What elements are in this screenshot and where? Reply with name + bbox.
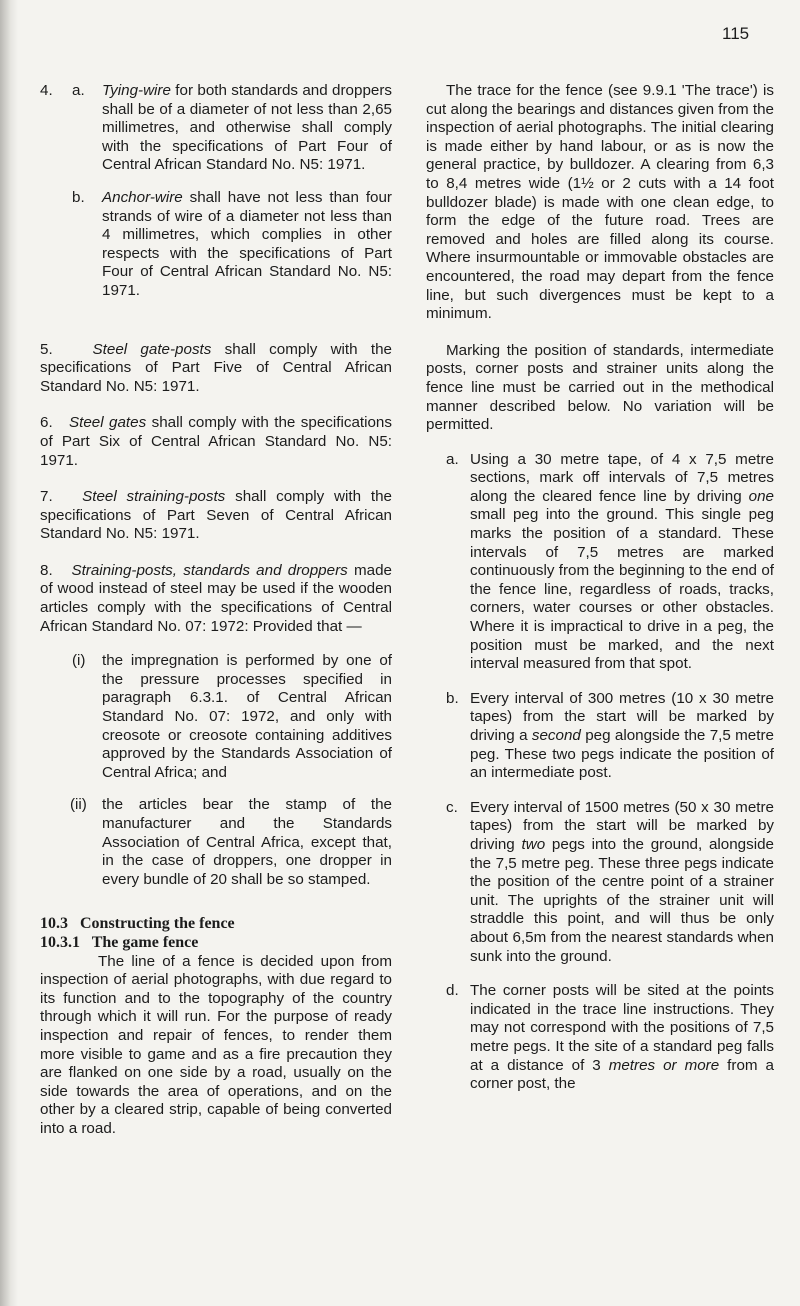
step-d-text-2: from a corner post, the — [470, 1056, 774, 1093]
step-a-label: a. — [446, 450, 459, 468]
sub-i-label: (i) — [72, 652, 86, 670]
left-column — [40, 82, 392, 1139]
item-4a-term: Tying-wire — [102, 82, 171, 99]
step-b-emphasis: second — [531, 727, 581, 744]
marking-step-b — [426, 690, 774, 783]
item-4a-letter: a. — [72, 82, 85, 99]
page-number: 115 — [722, 24, 750, 43]
sub-ii-text: the articles bear the stamp of the manufacturer and the Standards Association of Central Africa, except that, in the case of droppers, one dropper in every bundle of 20 shall be so stamped. — [102, 796, 392, 888]
item-6-number: 6. — [40, 414, 53, 432]
step-d-label: d. — [446, 982, 459, 1000]
item-6 — [40, 414, 392, 470]
sub-ii-label: (ii) — [70, 796, 87, 814]
item-4a — [40, 82, 392, 175]
item-4b-text: shall have not less than four strands of wire of a diameter not less than 4 millimetres, which complies in other respects with the specifications of Part Four of Central African Standard No. N5: 1971. — [102, 188, 392, 299]
item-7-term: Steel straining-posts — [82, 488, 226, 506]
item-4-number: 4. — [40, 82, 53, 99]
marking-paragraph: Marking the position of standards, intermediate posts, corner posts and strainer units along the fence line must be carried out in the methodical manner described below. No variation will be permitted. — [426, 341, 774, 434]
step-b-text-1: Every interval of 300 metres (10 x 30 metre tapes) from the start will be marked by driving a — [470, 689, 774, 744]
item-8-sub-ii — [40, 796, 392, 889]
marking-step-a — [426, 451, 774, 674]
item-4b-term: Anchor-wire — [102, 188, 183, 206]
paragraph-10-3-1: The line of a fence is decided upon from inspection of aerial photographs, with due regard to its function and to the topography of the country through which it will run. For the purpose of ready inspection and repair of fences, to render them more visible to game and as a fire precaution they are flanked on one side by a road, usually on the side towards the area of operations, and on the other by a cleared strip, capable of being converted into a road. — [40, 952, 392, 1137]
page-edge-shadow — [0, 0, 18, 1306]
marking-step-d — [426, 982, 774, 1094]
step-c-text-1: Every interval of 1500 metres (50 x 30 metre tapes) from the start will be marked by driving — [470, 798, 774, 853]
item-8-number: 8. — [40, 561, 53, 579]
marking-step-c — [426, 799, 774, 966]
step-d-text-1: The corner posts will be sited at the points indicated in the trace line instructions. They may not correspond with the positions of 7,5 metre pegs. It the site of a standard peg falls at a distance of 3 — [470, 982, 774, 1074]
step-c-label: c. — [446, 798, 458, 816]
item-4b-letter: b. — [72, 188, 85, 206]
item-5-number: 5. — [40, 340, 53, 358]
item-7 — [40, 488, 392, 544]
step-a-text-1: Using a 30 metre tape, of 4 x 7,5 metre sections, mark off intervals of 7,5 metres along the cleared fence line by driving — [470, 450, 774, 505]
right-column — [426, 82, 774, 1094]
step-c-emphasis: two — [521, 835, 546, 853]
trace-paragraph: The trace for the fence (see 9.9.1 'The trace') is cut along the bearings and distances given from the inspection of aerial photographs. The initial clearing is made either by hand labour, or as is now the general practice, by bulldozer. A clearing from 6,3 to 8,4 metres wide (1½ or 2 cuts with a 14 foot bulldozer blade) is made with one clean edge, to form the edge of the future road. Trees are removed and holes are filled along its course. Where insurmountable or immovable obstacles are encountered, the road may depart from the fence line, but such divergences must be kept to a minimum. — [426, 82, 774, 323]
item-8-text: made of wood instead of steel may be used if the wooden articles comply with the specifications of Central African Standard No. 07: 1972: Provided that — — [40, 561, 392, 635]
step-a-emphasis: one — [748, 487, 774, 505]
step-d-emphasis: metres or more — [608, 1056, 720, 1074]
item-5-term: Steel gate-posts — [92, 340, 212, 358]
item-8-term: Straining-posts, standards and droppers — [71, 561, 348, 579]
step-a-text-2: small peg into the ground. This single peg marks the position of a standard. These intervals of 7,5 metres are marked continuously from the beginning to the end of the fence line, regardless of roads, tracks, corners, water courses or other obstacles. Where it is impractical to drive in a peg, the position must be marked, and the next interval measured from that spot. — [470, 506, 774, 673]
item-5 — [40, 341, 392, 397]
item-5-text: shall comply with the specifications of Part Five of Central African Standard No. N5: 1971. — [40, 340, 392, 395]
item-7-number: 7. — [40, 488, 53, 506]
item-8-sub-i — [40, 652, 392, 782]
item-4b — [40, 189, 392, 301]
section-heading-10-3-1: 10.3.1 The game fence — [40, 933, 199, 951]
step-c-text-2: pegs into the ground, alongside the 7,5 metre peg. These three pegs indicate the position of the centre point of a strainer unit. The uprights of the strainer unit will straddle this point, and will thus be only about 6,5m from the nearest standards when sunk into the ground. — [470, 835, 774, 965]
item-8 — [40, 562, 392, 636]
item-6-text: shall comply with the specifications of Part Six of Central African Standard No. N5: 1971. — [40, 414, 392, 469]
item-7-text: shall comply with the specifications of Part Seven of Central African Standard No. N5: 1971. — [40, 488, 392, 543]
section-heading-10-3: 10.3 Constructing the fence — [40, 915, 235, 933]
item-4a-text: for both standards and droppers shall be of a diameter of not less than 2,65 millimetres, and otherwise shall comply with the specifications of Part Four of Central African Standard No. N5: 1971. — [102, 82, 392, 174]
item-6-term: Steel gates — [68, 414, 147, 432]
step-b-label: b. — [446, 689, 459, 707]
sub-i-text: the impregnation is performed by one of the pressure processes specified in paragraph 6.3.1. of Central African Standard No. 07: 1972, and only with creosote or creosote containing additives approved by the Standards Association of Central Africa; and — [102, 652, 392, 781]
step-b-text-2: peg alongside the 7,5 metre peg. These two pegs indicate the position of an intermediate post. — [470, 727, 774, 782]
